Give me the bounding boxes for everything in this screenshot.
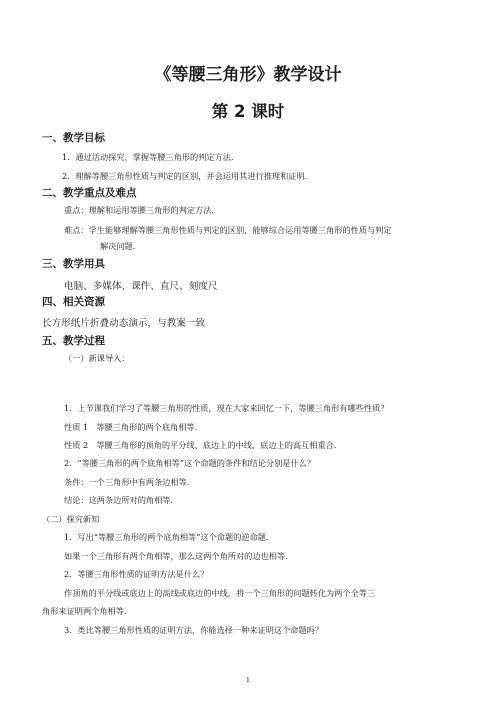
objective-line-2: 2．理解等腰三角形性质与判定的区别，并会运用其进行推理和证明． [62, 171, 313, 181]
process-line-9: 2．等腰三角形性质的证明方法是什么？ [64, 569, 209, 579]
section-heading-resources: 四、相关资源 [42, 296, 105, 308]
process-line-8: 如果一个三角形有两个角相等，那么这两个角所对的边也相等． [64, 551, 294, 561]
key-point-line-3: 解决问题． [100, 241, 141, 251]
process-line-5: 条件：一个三角形中有两条边相等． [64, 477, 196, 487]
process-line-11: 角形来证明两个角相等． [42, 606, 133, 616]
process-line-12: 3．类比等腰三角形性质的证明方法，你能选择一种来证明这个命题吗？ [64, 625, 324, 635]
process-line-1: 1．上节课我们学习了等腰三角形的性质，现在大家来回忆一下，等腰三角形有哪些性质？ [64, 403, 389, 413]
resources-line: 长方形纸片折叠动态演示，与教案一致 [42, 318, 206, 329]
tools-line: 电脑、多媒体、课件、直尺、刻度尺 [64, 281, 218, 292]
subsection-explore: （二）探究新知 [42, 514, 100, 524]
subsection-intro: （一）新课导入： [64, 353, 130, 363]
section-heading-objectives: 一、教学目标 [42, 132, 105, 144]
key-point-line-2: 难点：学生能够理解等腰三角形性质与判定的区别，能够综合运用等腰三角形的性质与判定 [64, 225, 392, 235]
objective-line-1: 1．通过活动探究，掌握等腰三角形的判定方法． [62, 152, 240, 162]
lesson-subtitle: 第 2 课时 [211, 102, 285, 121]
process-line-6: 结论：这两条边所对的角相等． [64, 495, 179, 505]
document-title: 《等腰三角形》教学设计 [154, 65, 342, 85]
process-line-7: 1．写出“等腰三角形的两个底角相等”这个命题的逆命题． [64, 532, 275, 542]
process-line-3: 性质 2 等腰三角形的顶角的平分线、底边上的中线、底边上的高互相重合． [64, 440, 343, 450]
section-heading-tools: 三、教学用具 [42, 258, 105, 270]
key-point-line-1: 重点：理解和运用等腰三角形的判定方法． [64, 205, 220, 215]
process-line-4: 2．“等腰三角形的两个底角相等”这个命题的条件和结论分别是什么？ [64, 458, 316, 468]
page-number: 1 [245, 676, 251, 684]
process-line-2: 性质 1 等腰三角形的两个底角相等． [64, 422, 203, 432]
section-heading-key-points: 二、教学重点及难点 [42, 187, 137, 199]
section-heading-process: 五、教学过程 [42, 335, 105, 347]
process-line-10: 作顶角的平分线或底边上的高线或底边的中线，将一个三角形的问题转化为两个全等三 [64, 588, 376, 598]
